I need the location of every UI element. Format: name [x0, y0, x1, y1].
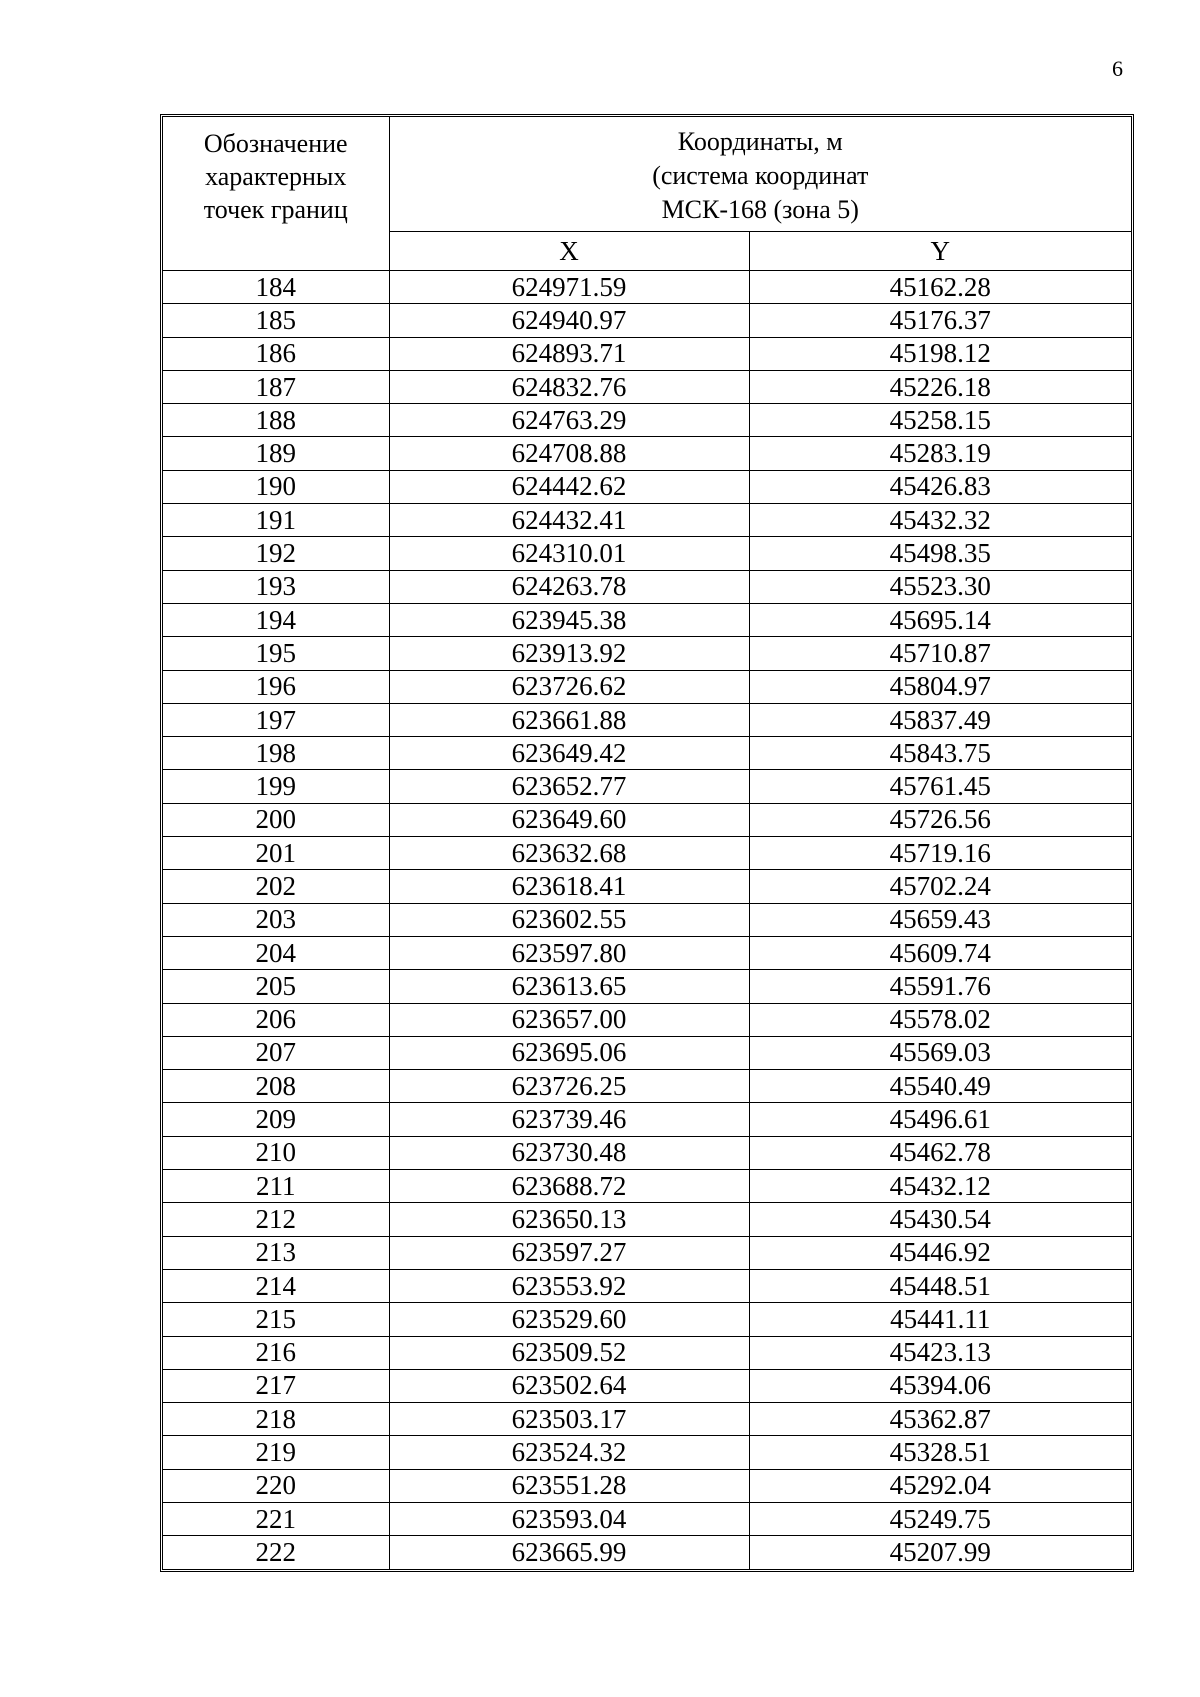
cell-point: 208	[163, 1070, 389, 1103]
cell-point: 200	[163, 803, 389, 836]
cell-x: 623913.92	[389, 637, 749, 670]
cell-y: 45837.49	[749, 703, 1131, 736]
table-row	[163, 1136, 1131, 1169]
table-row	[163, 370, 1131, 403]
cell-x: 623730.48	[389, 1136, 749, 1169]
table-row	[163, 803, 1131, 836]
cell-point: 216	[163, 1336, 389, 1369]
cell-y: 45761.45	[749, 770, 1131, 803]
cell-point: 218	[163, 1403, 389, 1436]
cell-y: 45719.16	[749, 837, 1131, 870]
table-row	[163, 903, 1131, 936]
table-row	[163, 970, 1131, 1003]
cell-y: 45569.03	[749, 1036, 1131, 1069]
table-row	[163, 271, 1131, 304]
cell-x: 624940.97	[389, 304, 749, 337]
cell-x: 624310.01	[389, 537, 749, 570]
cell-x: 623739.46	[389, 1103, 749, 1136]
cell-point: 202	[163, 870, 389, 903]
cell-y: 45328.51	[749, 1436, 1131, 1469]
table-row	[163, 1336, 1131, 1369]
cell-y: 45446.92	[749, 1236, 1131, 1269]
cell-y: 45423.13	[749, 1336, 1131, 1369]
table-row	[163, 870, 1131, 903]
header-coordinates	[389, 117, 1131, 232]
cell-x: 623503.17	[389, 1403, 749, 1436]
cell-x: 623597.80	[389, 936, 749, 969]
cell-x: 623524.32	[389, 1436, 749, 1469]
cell-x: 623502.64	[389, 1369, 749, 1402]
cell-y: 45198.12	[749, 337, 1131, 370]
cell-y: 45710.87	[749, 637, 1131, 670]
cell-point: 206	[163, 1003, 389, 1036]
table-row	[163, 1203, 1131, 1236]
cell-x: 623649.42	[389, 737, 749, 770]
cell-x: 623726.62	[389, 670, 749, 703]
cell-y: 45394.06	[749, 1369, 1131, 1402]
table-row	[163, 770, 1131, 803]
coordinates-table	[163, 117, 1131, 1569]
cell-y: 45659.43	[749, 903, 1131, 936]
cell-point: 195	[163, 637, 389, 670]
cell-x: 623509.52	[389, 1336, 749, 1369]
cell-point: 187	[163, 370, 389, 403]
cell-point: 186	[163, 337, 389, 370]
cell-x: 624263.78	[389, 570, 749, 603]
cell-y: 45498.35	[749, 537, 1131, 570]
table-row	[163, 1303, 1131, 1336]
table-row	[163, 936, 1131, 969]
cell-point: 215	[163, 1303, 389, 1336]
cell-point: 209	[163, 1103, 389, 1136]
cell-point: 217	[163, 1369, 389, 1402]
table-row	[163, 1536, 1131, 1569]
cell-y: 45523.30	[749, 570, 1131, 603]
cell-y: 45249.75	[749, 1502, 1131, 1535]
cell-y: 45695.14	[749, 603, 1131, 636]
cell-point: 199	[163, 770, 389, 803]
cell-y: 45430.54	[749, 1203, 1131, 1236]
cell-x: 624832.76	[389, 370, 749, 403]
cell-y: 45226.18	[749, 370, 1131, 403]
table-row	[163, 1469, 1131, 1502]
cell-point: 204	[163, 936, 389, 969]
table-row	[163, 1070, 1131, 1103]
cell-x: 624432.41	[389, 504, 749, 537]
cell-y: 45207.99	[749, 1536, 1131, 1569]
cell-x: 623613.65	[389, 970, 749, 1003]
cell-x: 623665.99	[389, 1536, 749, 1569]
table-row	[163, 1103, 1131, 1136]
table-row	[163, 337, 1131, 370]
header-label-line: Обозначение	[203, 129, 348, 158]
cell-point: 220	[163, 1469, 389, 1502]
cell-y: 45448.51	[749, 1269, 1131, 1302]
table-row	[163, 670, 1131, 703]
cell-point: 205	[163, 970, 389, 1003]
header-x: X	[389, 232, 749, 271]
cell-point: 189	[163, 437, 389, 470]
cell-x: 623661.88	[389, 703, 749, 736]
cell-x: 623726.25	[389, 1070, 749, 1103]
table-row	[163, 1436, 1131, 1469]
cell-point: 197	[163, 703, 389, 736]
cell-point: 193	[163, 570, 389, 603]
cell-point: 201	[163, 837, 389, 870]
cell-x: 623945.38	[389, 603, 749, 636]
cell-y: 45283.19	[749, 437, 1131, 470]
cell-x: 624442.62	[389, 470, 749, 503]
cell-x: 623529.60	[389, 1303, 749, 1336]
cell-point: 191	[163, 504, 389, 537]
cell-x: 623632.68	[389, 837, 749, 870]
table-row	[163, 437, 1131, 470]
cell-point: 203	[163, 903, 389, 936]
cell-x: 623593.04	[389, 1502, 749, 1535]
table-row	[163, 637, 1131, 670]
cell-y: 45726.56	[749, 803, 1131, 836]
cell-x: 623657.00	[389, 1003, 749, 1036]
table-body	[163, 271, 1131, 1569]
coordinates-table-frame	[160, 114, 1134, 1572]
page-number: 6	[1112, 56, 1123, 81]
cell-point: 211	[163, 1170, 389, 1203]
cell-y: 45432.32	[749, 504, 1131, 537]
cell-y: 45462.78	[749, 1136, 1131, 1169]
table-row	[163, 304, 1131, 337]
cell-y: 45176.37	[749, 304, 1131, 337]
cell-point: 184	[163, 271, 389, 304]
cell-x: 624971.59	[389, 271, 749, 304]
cell-y: 45432.12	[749, 1170, 1131, 1203]
table-row	[163, 703, 1131, 736]
table-row	[163, 1003, 1131, 1036]
cell-point: 212	[163, 1203, 389, 1236]
cell-y: 45578.02	[749, 1003, 1131, 1036]
header-y: Y	[749, 232, 1131, 271]
table-row	[163, 570, 1131, 603]
cell-x: 623650.13	[389, 1203, 749, 1236]
cell-point: 207	[163, 1036, 389, 1069]
cell-x: 623597.27	[389, 1236, 749, 1269]
table-row	[163, 470, 1131, 503]
cell-point: 219	[163, 1436, 389, 1469]
cell-x: 623553.92	[389, 1269, 749, 1302]
cell-point: 192	[163, 537, 389, 570]
header-label-line: точек границ	[203, 195, 348, 224]
cell-y: 45162.28	[749, 271, 1131, 304]
cell-point: 213	[163, 1236, 389, 1269]
cell-y: 45441.11	[749, 1303, 1131, 1336]
table-row	[163, 1369, 1131, 1402]
cell-point: 185	[163, 304, 389, 337]
cell-y: 45258.15	[749, 404, 1131, 437]
cell-x: 623649.60	[389, 803, 749, 836]
cell-y: 45292.04	[749, 1469, 1131, 1502]
cell-x: 624893.71	[389, 337, 749, 370]
header-point-designation	[163, 117, 389, 271]
cell-x: 623688.72	[389, 1170, 749, 1203]
cell-x: 623618.41	[389, 870, 749, 903]
table-row	[163, 837, 1131, 870]
cell-y: 45496.61	[749, 1103, 1131, 1136]
cell-y: 45843.75	[749, 737, 1131, 770]
cell-y: 45362.87	[749, 1403, 1131, 1436]
cell-x: 623652.77	[389, 770, 749, 803]
table-row	[163, 737, 1131, 770]
cell-point: 196	[163, 670, 389, 703]
cell-x: 623602.55	[389, 903, 749, 936]
cell-y: 45609.74	[749, 936, 1131, 969]
cell-y: 45804.97	[749, 670, 1131, 703]
cell-point: 194	[163, 603, 389, 636]
cell-y: 45540.49	[749, 1070, 1131, 1103]
cell-point: 210	[163, 1136, 389, 1169]
cell-x: 624708.88	[389, 437, 749, 470]
cell-point: 188	[163, 404, 389, 437]
cell-point: 198	[163, 737, 389, 770]
header-coords-line: Координаты, м	[677, 127, 843, 156]
table-row	[163, 603, 1131, 636]
table-row	[163, 537, 1131, 570]
table-header	[163, 117, 1131, 271]
cell-point: 222	[163, 1536, 389, 1569]
table-row	[163, 1502, 1131, 1535]
cell-point: 214	[163, 1269, 389, 1302]
table-row	[163, 1036, 1131, 1069]
table-row	[163, 504, 1131, 537]
table-row	[163, 1236, 1131, 1269]
cell-x: 623551.28	[389, 1469, 749, 1502]
table-row	[163, 1403, 1131, 1436]
table-row	[163, 1269, 1131, 1302]
cell-y: 45702.24	[749, 870, 1131, 903]
cell-x: 624763.29	[389, 404, 749, 437]
cell-y: 45591.76	[749, 970, 1131, 1003]
header-label-line: характерных	[205, 162, 347, 191]
cell-x: 623695.06	[389, 1036, 749, 1069]
header-coords-line: (система координат	[652, 161, 869, 190]
table-row	[163, 404, 1131, 437]
header-coords-line: МСК-168 (зона 5)	[661, 195, 859, 224]
cell-point: 221	[163, 1502, 389, 1535]
table-row	[163, 1170, 1131, 1203]
cell-point: 190	[163, 470, 389, 503]
cell-y: 45426.83	[749, 470, 1131, 503]
